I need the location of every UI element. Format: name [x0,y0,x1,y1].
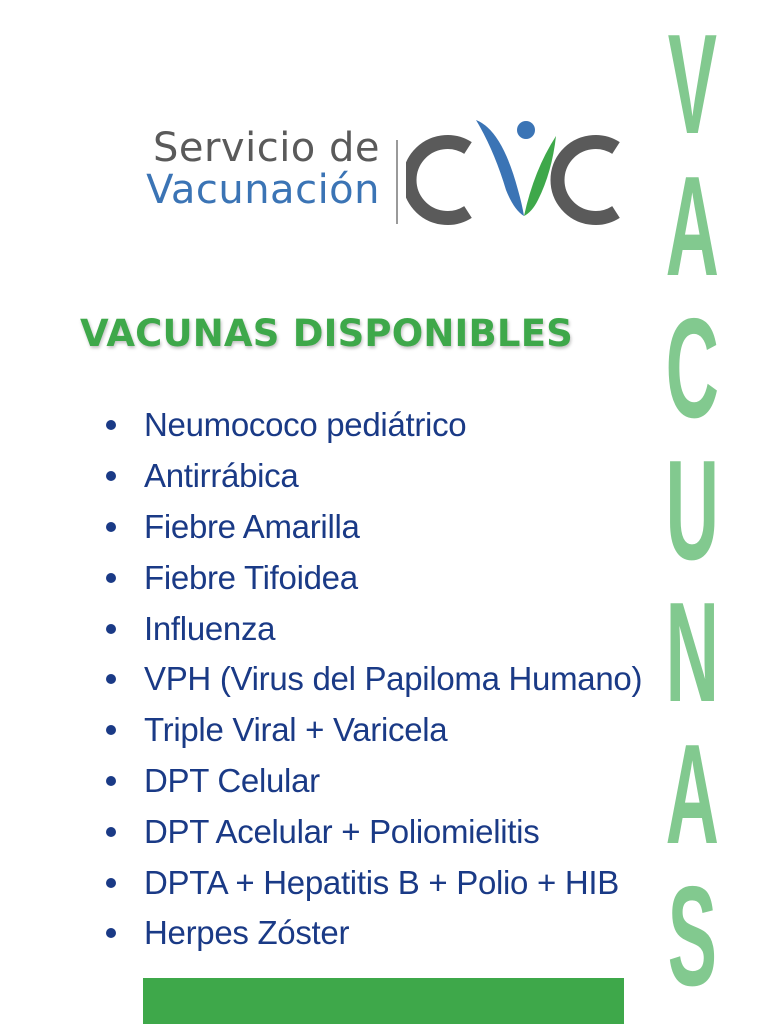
footer-bar [143,978,624,1024]
vertical-title [652,5,732,1016]
list-item [100,806,642,857]
logo [80,100,640,230]
bullet-icon [106,725,116,735]
list-item [100,756,642,807]
vaccine-name: DPT Celular [144,761,320,799]
bullet-icon [106,776,116,786]
logo-divider [396,140,398,224]
list-item [100,603,642,654]
list-item [100,857,642,908]
vertical-title-letter: N [665,573,719,732]
bullet-icon [106,573,116,583]
vertical-title-letter: V [667,5,717,164]
list-item [100,705,642,756]
list-item [100,908,642,959]
vertical-title-letter: A [665,147,719,306]
list-item [100,654,642,705]
list-item [100,451,642,502]
bullet-icon [106,878,116,888]
vaccine-name: VPH (Virus del Papiloma Humano) [144,660,643,698]
vertical-title-letter: S [667,857,717,1016]
vaccine-list [100,400,642,959]
logo-line-1: Servicio de [152,125,380,171]
vaccine-name: Fiebre Tifoidea [144,558,358,596]
list-item [100,502,642,553]
vaccine-name: Influenza [144,609,276,647]
page-title: VACUNAS DISPONIBLES [80,312,574,355]
bullet-icon [106,674,116,684]
vaccine-name: DPT Acelular + Poliomielitis [144,812,540,850]
logo-wordmark [80,125,380,213]
vaccine-name: DPTA + Hepatitis B + Polio + HIB [144,863,619,901]
bullet-icon [106,624,116,634]
list-item [100,552,642,603]
vertical-title-letter: U [665,431,719,590]
vaccine-name: Antirrábica [144,457,299,495]
bullet-icon [106,928,116,938]
bullet-icon [106,420,116,430]
bullet-icon [106,471,116,481]
vaccine-name: Neumococo pediátrico [144,406,467,444]
cvc-logo-icon [406,100,636,230]
logo-line-2: Vacunación [146,167,380,213]
vaccine-name: Herpes Zóster [144,914,350,952]
bullet-icon [106,827,116,837]
vaccine-name: Triple Viral + Varicela [144,711,448,749]
vaccine-name: Fiebre Amarilla [144,507,360,545]
bullet-icon [106,522,116,532]
vertical-title-letter: C [665,289,719,448]
vertical-title-letter: A [665,715,719,874]
list-item [100,400,642,451]
